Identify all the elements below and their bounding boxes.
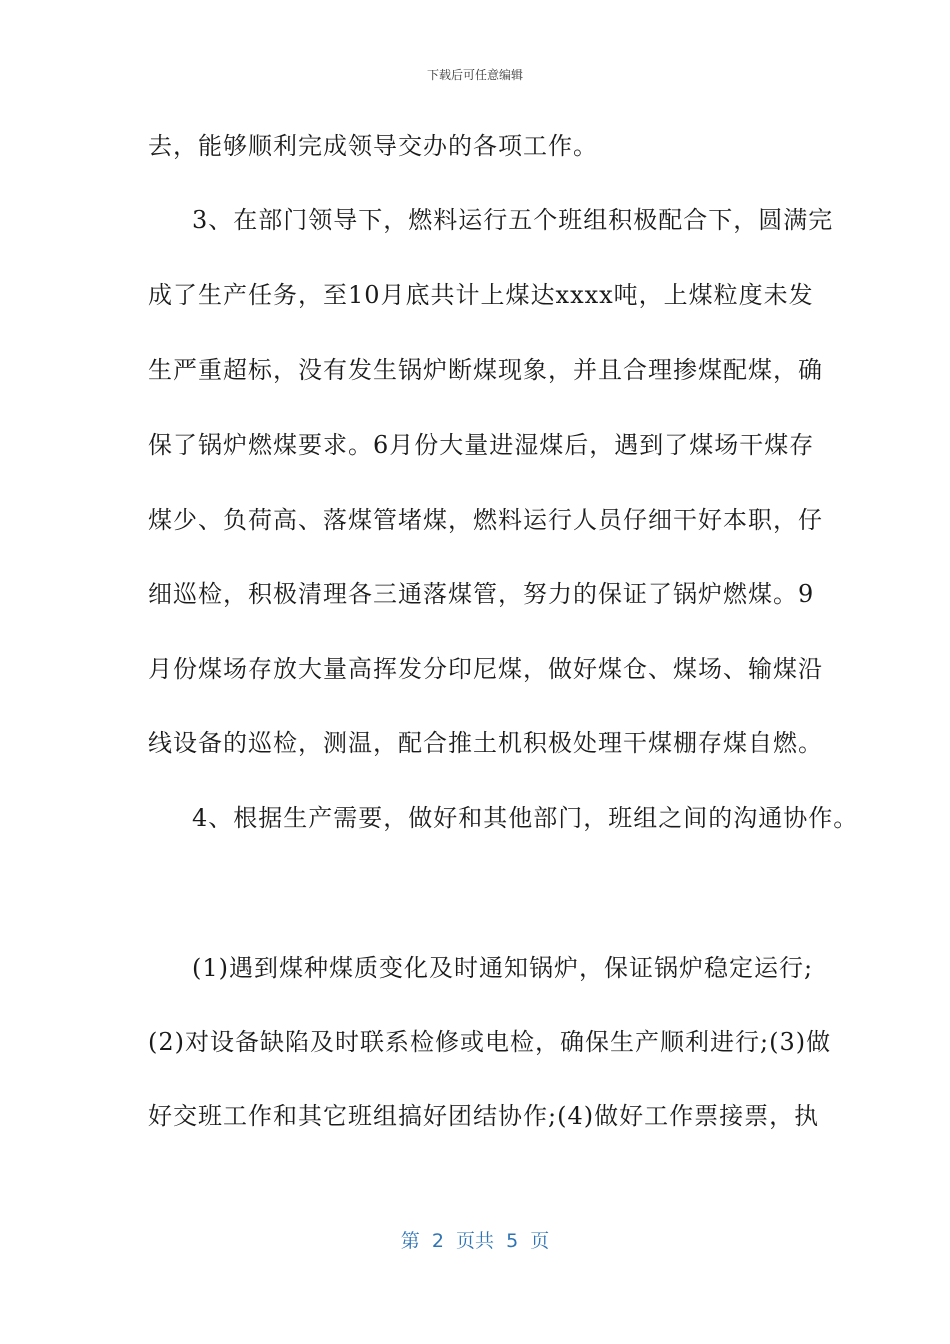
paragraph-line: 去，能够顺利完成领导交办的各项工作。 bbox=[148, 132, 598, 160]
paragraph-line: 月份煤场存放大量高挥发分印尼煤，做好煤仓、煤场、输煤沿 bbox=[148, 655, 823, 683]
page-number-footer: 第 2 页共 5 页 bbox=[400, 1230, 550, 1252]
paragraph-line: 线设备的巡检，测温，配合推土机积极处理干煤棚存煤自燃。 bbox=[148, 729, 823, 757]
paragraph-line: 成了生产任务，至10月底共计上煤达xxxx吨，上煤粒度未发 bbox=[148, 281, 814, 309]
paragraph-line: 生严重超标，没有发生锅炉断煤现象，并且合理掺煤配煤，确 bbox=[148, 356, 823, 384]
paragraph-line: 4、根据生产需要，做好和其他部门，班组之间的沟通协作。 bbox=[192, 804, 859, 832]
paragraph-line: 细巡检，积极清理各三通落煤管，努力的保证了锅炉燃煤。9 bbox=[148, 580, 815, 608]
paragraph-line: (1)遇到煤种煤质变化及时通知锅炉，保证锅炉稳定运行; bbox=[192, 954, 814, 982]
paragraph-line: (2)对设备缺陷及时联系检修或电检，确保生产顺利进行;(3)做 bbox=[148, 1028, 832, 1056]
paragraph-line: 好交班工作和其它班组搞好团结协作;(4)做好工作票接票，执 bbox=[148, 1102, 820, 1130]
paragraph-line: 保了锅炉燃煤要求。6月份大量进湿煤后，遇到了煤场干煤存 bbox=[148, 431, 815, 459]
paragraph-line: 煤少、负荷高、落煤管堵煤，燃料运行人员仔细干好本职，仔 bbox=[148, 506, 823, 534]
page-header: 下载后可任意编辑 bbox=[426, 68, 523, 82]
paragraph-line: 3、在部门领导下，燃料运行五个班组积极配合下，圆满完 bbox=[192, 206, 834, 234]
